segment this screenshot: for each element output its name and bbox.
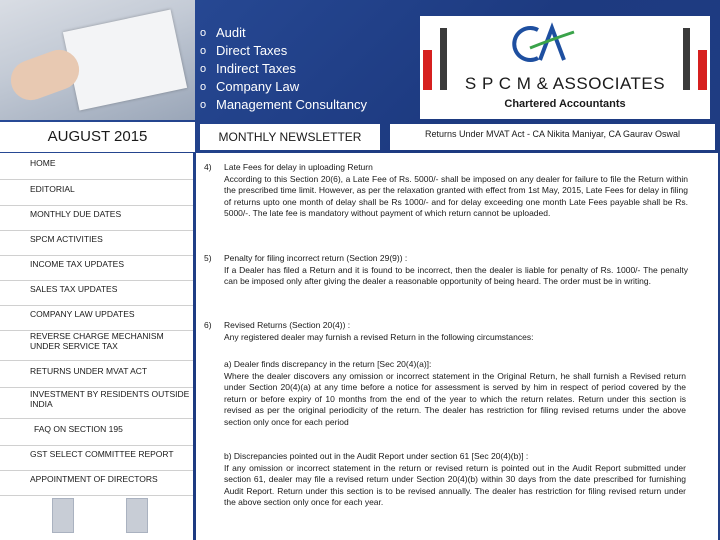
- subsection-title: a) Dealer finds discrepancy in the return [Sec 20(4)(a)]:: [224, 359, 432, 369]
- firm-name: S P C M & ASSOCIATES: [464, 74, 666, 93]
- sidebar-item-investment[interactable]: INVESTMENT BY RESIDENTS OUTSIDE INDIA: [0, 389, 193, 419]
- header-photo: [0, 0, 195, 120]
- chart-paper-image: [63, 9, 187, 110]
- section-body: According to this Section 20(6), a Late Fee of Rs. 5000/- shall be imposed on any dealer for failure to file the Return within the prescribed time limit. However, as per the relaxation granted with effect from 1st May, 2015, Late Fees for delay in filing of returns upto one month of delay shall be Rs 1000/- and for delay exceeding one month Late Fees payable shall be Rs. 5000/-. The late fee is mandatory without payment of which return cannot be uploaded.: [224, 173, 688, 218]
- sidebar-item-mvat-returns[interactable]: RETURNS UNDER MVAT ACT: [0, 366, 193, 388]
- firm-subtitle: Chartered Accountants: [504, 98, 626, 110]
- sidebar-item-reverse-charge[interactable]: REVERSE CHARGE MECHANISM UNDER SERVICE TAX: [0, 331, 193, 361]
- sidebar-item-due-dates[interactable]: MONTHLY DUE DATES: [0, 209, 193, 231]
- section-number: 6): [204, 320, 212, 330]
- section-body: If a Dealer has filed a Return and it is found to be incorrect, then the dealer is liable for penalty of Rs. 1000/- The penalty can be imposed only after giving the dealer a reasonable opportunity of being heard. The order must be in writing.: [224, 264, 688, 286]
- section-title: Late Fees for delay in uploading Return: [224, 162, 373, 172]
- sidebar-item-gst-report[interactable]: GST SELECT COMMITTEE REPORT: [0, 449, 193, 471]
- sidebar-nav: [0, 153, 193, 540]
- sidebar-item-editorial[interactable]: EDITORIAL: [0, 184, 193, 206]
- prev-page-button[interactable]: [52, 498, 74, 533]
- article-subheading: Returns Under MVAT Act - CA Nikita Maniyar, CA Gaurav Oswal: [390, 124, 715, 150]
- service-item: o Audit: [200, 24, 410, 42]
- ca-logo-icon: [510, 22, 576, 66]
- sidebar-item-sales-tax[interactable]: SALES TAX UPDATES: [0, 284, 193, 306]
- sidebar-item-company-law[interactable]: COMPANY LAW UPDATES: [0, 309, 193, 331]
- service-item: o Direct Taxes: [200, 42, 410, 60]
- subsection-a: [224, 359, 686, 428]
- service-item: o Indirect Taxes: [200, 60, 410, 78]
- subsection-b: [224, 451, 686, 509]
- section-title: Revised Returns (Section 20(4)) :: [224, 320, 351, 330]
- section-body: Any registered dealer may furnish a revised Return in the following circumstances:: [224, 331, 534, 342]
- section-penalty: [204, 253, 688, 288]
- subsection-title: b) Discrepancies pointed out in the Audit Report under section 61 [Sec 20(4)(b)] :: [224, 451, 529, 461]
- section-number: 4): [204, 162, 212, 172]
- sidebar-item-faq-195[interactable]: FAQ ON SECTION 195: [0, 424, 193, 446]
- services-list: [200, 24, 410, 114]
- article-content: [196, 153, 718, 540]
- service-item: o Management Consultancy: [200, 96, 410, 114]
- sidebar-item-directors[interactable]: APPOINTMENT OF DIRECTORS: [0, 474, 193, 496]
- firm-logo: [420, 16, 710, 119]
- newsletter-label: MONTHLY NEWSLETTER: [200, 124, 380, 150]
- section-late-fees: [204, 162, 688, 220]
- sidebar-item-activities[interactable]: SPCM ACTIVITIES: [0, 234, 193, 256]
- next-page-button[interactable]: [126, 498, 148, 533]
- month-label: AUGUST 2015: [0, 122, 195, 152]
- section-number: 5): [204, 253, 212, 263]
- section-title: Penalty for filing incorrect return (Section 29(9)) :: [224, 253, 408, 263]
- section-revised-returns: [204, 320, 688, 343]
- sidebar-item-income-tax[interactable]: INCOME TAX UPDATES: [0, 259, 193, 281]
- subsection-body: Where the dealer discovers any omission or incorrect statement in the Original Return, he shall furnish a Revised return under Section 20(4)(a) at any time before a notice for assessment is served by him in respect of period covered by the return or before expiry of 10 months from the end of the year to which the return relates. Return under this section is revised as per the original periodicity of the return. The dealer has restriction for filing revised returns under the above section only once for each period: [224, 370, 686, 427]
- subsection-body: If any omission or incorrect statement in the return or revised return is pointed out in the Audit Report submitted under section 61, dealer may file a revised return under Section 20(4)(b) within 30 days from the date prescribed for furnishing Audit Report. Return under this section is to be revised annually. The dealer has restriction for filing revised return under the above section only once for each year.: [224, 462, 686, 507]
- page-navigation: [30, 498, 160, 533]
- sidebar-item-home[interactable]: HOME: [0, 158, 193, 180]
- service-item: o Company Law: [200, 78, 410, 96]
